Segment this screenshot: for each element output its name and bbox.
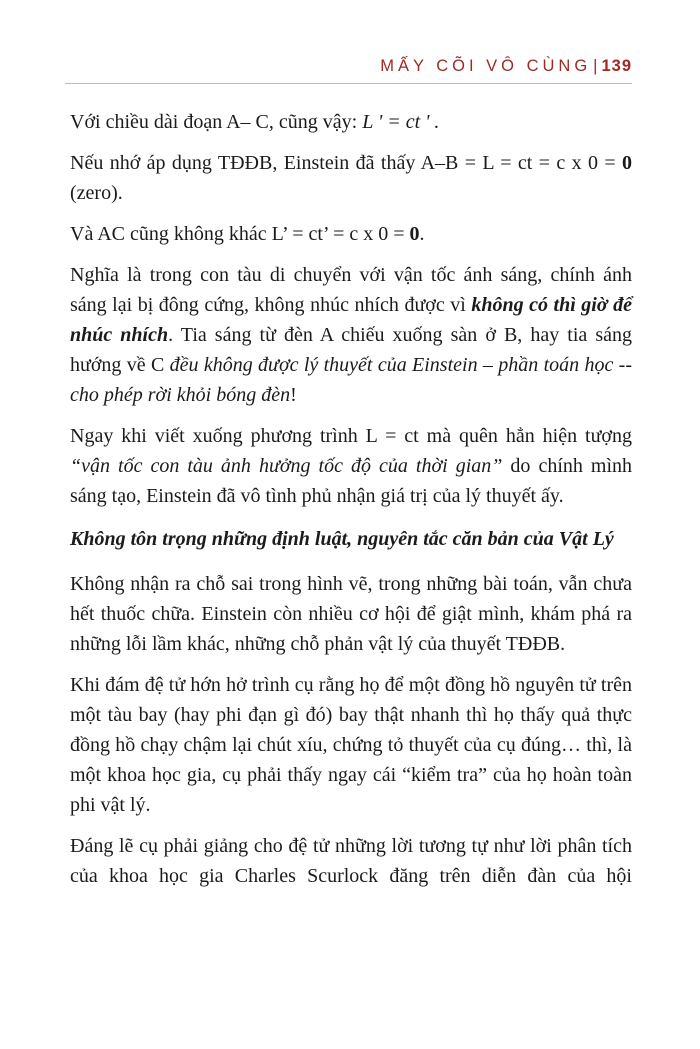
- paragraph: [70, 670, 632, 820]
- paragraph: [70, 421, 632, 511]
- text-segment: không có thì giờ để nhúc nhích: [70, 294, 632, 346]
- paragraph: [70, 831, 632, 891]
- paragraph: [70, 219, 632, 249]
- text-segment: Ngay khi viết xuống phương trình L = ct mà quên hẳn hiện tượng: [70, 425, 632, 447]
- text-segment: do chính mình sáng tạo, Einstein đã vô tình phủ nhận giá trị của lý thuyết ấy.: [70, 455, 633, 507]
- page-header: [65, 57, 632, 84]
- text-segment: đều không được lý thuyết của Einstein – phần toán học -- cho phép rời khỏi bóng đèn: [70, 354, 632, 406]
- text-segment: (zero).: [70, 182, 123, 204]
- paragraph: [70, 569, 632, 659]
- section-heading: [70, 524, 632, 554]
- text-segment: Không nhận ra chỗ sai trong hình vẽ, trong những bài toán, vẫn chưa hết thuốc chữa. Einstein còn nhiều cơ hội để giật mình, khám phá ra những lỗi lầm khác, những chỗ phản vật lý của thuyết TĐĐB.: [70, 573, 632, 655]
- page-body: [70, 107, 632, 891]
- book-title: MẤY CÕI VÔ CÙNG: [380, 57, 592, 75]
- text-segment: 0: [409, 223, 420, 245]
- paragraph: [70, 260, 632, 410]
- paragraph: [70, 107, 632, 137]
- text-segment: Không tôn trọng những định luật, nguyên tắc căn bản của Vật Lý: [70, 528, 614, 550]
- book-page: [0, 57, 700, 1049]
- paragraph: [70, 148, 632, 208]
- text-segment: Với chiều dài đoạn A– C, cũng vậy:: [70, 111, 363, 133]
- text-segment: .: [419, 223, 425, 245]
- text-segment: 0: [622, 152, 632, 174]
- text-segment: Khi đám đệ tử hớn hở trình cụ rằng họ để một đồng hồ nguyên tử trên một tàu bay (hay phi đạn gì đó) bay thật nhanh thì họ thấy quả thực đồng hồ chạy chậm lại chút xíu, chứng tỏ thuyết của cụ đúng… thì, là một khoa học gia, cụ phải thấy ngay cái “kiểm tra” của họ hoàn toàn phi vật lý.: [70, 674, 632, 816]
- text-segment: . Tia sáng từ đèn A chiếu xuống sàn ở B, hay tia sáng hướng về C: [70, 324, 632, 376]
- text-segment: !: [290, 384, 297, 406]
- header-separator: |: [593, 57, 598, 75]
- text-segment: Đáng lẽ cụ phải giảng cho đệ tử những lời tương tự như lời phân tích của khoa học gia Charles Scurlock đăng trên diễn đàn của hội: [70, 835, 632, 887]
- text-segment: Nghĩa là trong con tàu di chuyển với vận tốc ánh sáng, chính ánh sáng lại bị đông cứng, không nhúc nhích được vì: [70, 264, 632, 316]
- text-segment: “vận tốc con tàu ảnh hưởng tốc độ của thời gian”: [70, 455, 503, 477]
- text-segment: Nếu nhớ áp dụng TĐĐB, Einstein đã thấy A–B = L = ct = c x 0 =: [70, 152, 622, 174]
- page-number: 139: [601, 57, 632, 75]
- text-segment: Và AC cũng không khác L’ = ct’ = c x 0 =: [70, 223, 410, 245]
- text-segment: L ' = ct ' .: [362, 111, 440, 133]
